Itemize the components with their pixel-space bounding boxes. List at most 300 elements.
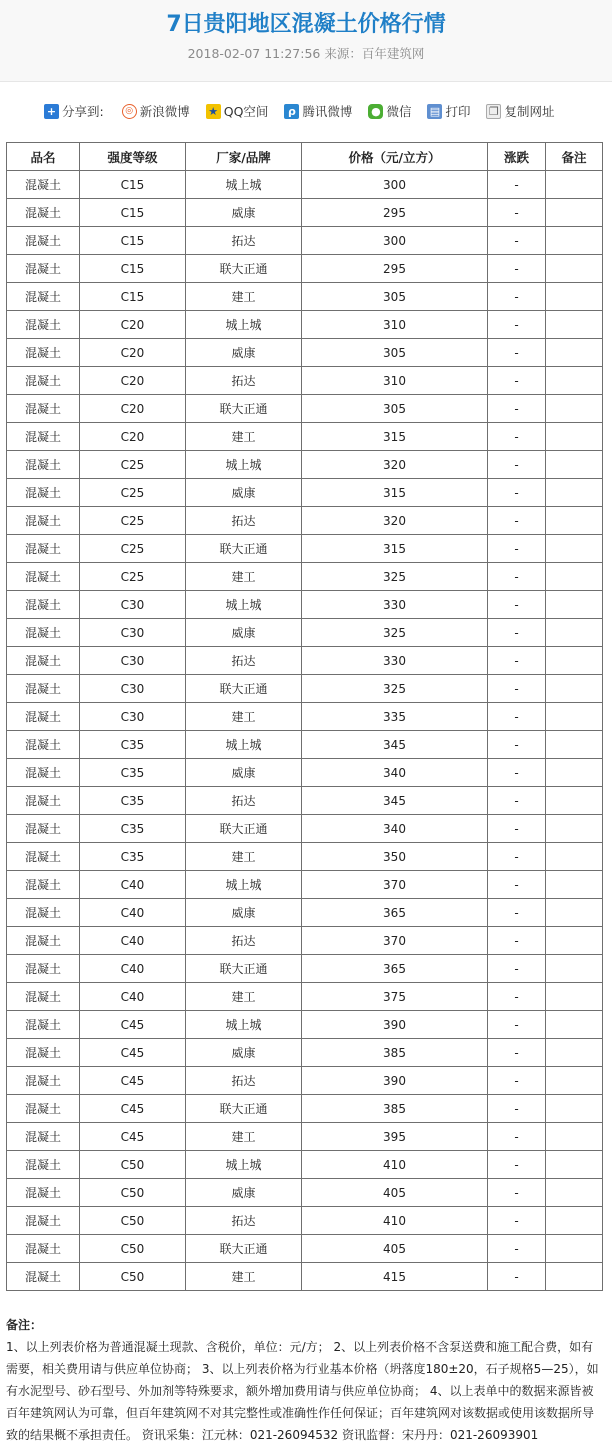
publish-datetime: 2018-02-07 11:27:56 <box>187 46 321 61</box>
cell-remark <box>546 1123 603 1151</box>
cell-brand: 拓达 <box>186 367 302 395</box>
table-row <box>7 731 603 759</box>
cell-remark <box>546 1095 603 1123</box>
cell-change: - <box>488 367 546 395</box>
cell-product: 混凝土 <box>7 563 80 591</box>
tencent-weibo-icon: ρ <box>284 104 299 119</box>
wechat-icon: ● <box>368 104 383 119</box>
print-button[interactable]: ▤ 打印 <box>427 102 470 120</box>
cell-price: 385 <box>302 1095 488 1123</box>
cell-product: 混凝土 <box>7 1207 80 1235</box>
cell-product: 混凝土 <box>7 1067 80 1095</box>
cell-change: - <box>488 227 546 255</box>
cell-brand: 建工 <box>186 843 302 871</box>
header-grade: 强度等级 <box>80 143 186 171</box>
cell-brand: 建工 <box>186 983 302 1011</box>
cell-change: - <box>488 171 546 199</box>
cell-grade: C50 <box>80 1235 186 1263</box>
cell-grade: C15 <box>80 255 186 283</box>
cell-change: - <box>488 479 546 507</box>
cell-change: - <box>488 1123 546 1151</box>
cell-grade: C15 <box>80 283 186 311</box>
cell-change: - <box>488 703 546 731</box>
table-row <box>7 311 603 339</box>
cell-brand: 联大正通 <box>186 255 302 283</box>
cell-remark <box>546 899 603 927</box>
cell-grade: C45 <box>80 1095 186 1123</box>
cell-product: 混凝土 <box>7 787 80 815</box>
cell-product: 混凝土 <box>7 703 80 731</box>
cell-brand: 建工 <box>186 283 302 311</box>
cell-price: 340 <box>302 815 488 843</box>
page-title: 7日贵阳地区混凝土价格行情 <box>166 12 446 37</box>
cell-grade: C30 <box>80 675 186 703</box>
cell-price: 315 <box>302 423 488 451</box>
cell-remark <box>546 451 603 479</box>
table-row <box>7 759 603 787</box>
table-row <box>7 535 603 563</box>
cell-product: 混凝土 <box>7 815 80 843</box>
header-price: 价格（元/立方） <box>302 143 488 171</box>
cell-brand: 拓达 <box>186 1207 302 1235</box>
cell-price: 300 <box>302 227 488 255</box>
cell-change: - <box>488 1095 546 1123</box>
cell-remark <box>546 955 603 983</box>
cell-change: - <box>488 759 546 787</box>
cell-remark <box>546 1011 603 1039</box>
share-bar <box>0 82 612 140</box>
cell-change: - <box>488 619 546 647</box>
share-label: + 分享到: <box>44 102 104 120</box>
cell-grade: C30 <box>80 703 186 731</box>
header-change: 涨跌 <box>488 143 546 171</box>
cell-brand: 威康 <box>186 1179 302 1207</box>
table-row <box>7 1151 603 1179</box>
cell-grade: C40 <box>80 871 186 899</box>
cell-price: 410 <box>302 1207 488 1235</box>
cell-brand: 威康 <box>186 1039 302 1067</box>
cell-price: 300 <box>302 171 488 199</box>
cell-remark <box>546 1263 603 1291</box>
table-row <box>7 1067 603 1095</box>
table-row <box>7 563 603 591</box>
cell-product: 混凝土 <box>7 871 80 899</box>
cell-change: - <box>488 1011 546 1039</box>
cell-grade: C35 <box>80 815 186 843</box>
cell-price: 365 <box>302 955 488 983</box>
cell-grade: C50 <box>80 1207 186 1235</box>
cell-brand: 城上城 <box>186 1151 302 1179</box>
cell-price: 305 <box>302 283 488 311</box>
cell-price: 415 <box>302 1263 488 1291</box>
cell-grade: C25 <box>80 535 186 563</box>
cell-remark <box>546 647 603 675</box>
cell-grade: C40 <box>80 983 186 1011</box>
cell-price: 395 <box>302 1123 488 1151</box>
cell-product: 混凝土 <box>7 1151 80 1179</box>
cell-remark <box>546 199 603 227</box>
cell-change: - <box>488 563 546 591</box>
qzone-icon: ★ <box>206 104 221 119</box>
table-row <box>7 703 603 731</box>
cell-grade: C40 <box>80 927 186 955</box>
cell-brand: 城上城 <box>186 1011 302 1039</box>
cell-grade: C45 <box>80 1011 186 1039</box>
cell-remark <box>546 535 603 563</box>
cell-remark <box>546 227 603 255</box>
cell-price: 340 <box>302 759 488 787</box>
cell-grade: C50 <box>80 1263 186 1291</box>
cell-change: - <box>488 983 546 1011</box>
cell-product: 混凝土 <box>7 1039 80 1067</box>
cell-grade: C20 <box>80 367 186 395</box>
cell-remark <box>546 591 603 619</box>
cell-product: 混凝土 <box>7 955 80 983</box>
cell-change: - <box>488 311 546 339</box>
cell-price: 310 <box>302 311 488 339</box>
cell-remark <box>546 1179 603 1207</box>
cell-remark <box>546 1039 603 1067</box>
cell-product: 混凝土 <box>7 647 80 675</box>
table-row <box>7 451 603 479</box>
table-row <box>7 255 603 283</box>
cell-price: 405 <box>302 1235 488 1263</box>
cell-brand: 联大正通 <box>186 815 302 843</box>
cell-product: 混凝土 <box>7 619 80 647</box>
cell-brand: 建工 <box>186 563 302 591</box>
cell-grade: C45 <box>80 1123 186 1151</box>
cell-grade: C35 <box>80 843 186 871</box>
copy-url-button[interactable]: ❐ 复制网址 <box>486 102 554 120</box>
table-row <box>7 983 603 1011</box>
cell-grade: C20 <box>80 311 186 339</box>
share-tencent-weibo-button[interactable]: ρ 腾讯微博 <box>284 102 352 120</box>
cell-brand: 威康 <box>186 619 302 647</box>
table-row <box>7 675 603 703</box>
cell-product: 混凝土 <box>7 1011 80 1039</box>
cell-change: - <box>488 283 546 311</box>
cell-remark <box>546 871 603 899</box>
cell-change: - <box>488 1263 546 1291</box>
cell-change: - <box>488 1151 546 1179</box>
cell-brand: 联大正通 <box>186 675 302 703</box>
share-qzone-button[interactable]: ★ QQ空间 <box>206 102 269 120</box>
cell-product: 混凝土 <box>7 199 80 227</box>
table-row <box>7 1263 603 1291</box>
table-row <box>7 591 603 619</box>
cell-change: - <box>488 339 546 367</box>
cell-brand: 威康 <box>186 479 302 507</box>
cell-grade: C15 <box>80 171 186 199</box>
cell-grade: C15 <box>80 199 186 227</box>
cell-change: - <box>488 871 546 899</box>
cell-price: 370 <box>302 871 488 899</box>
cell-product: 混凝土 <box>7 1123 80 1151</box>
cell-price: 385 <box>302 1039 488 1067</box>
cell-grade: C40 <box>80 899 186 927</box>
table-row <box>7 507 603 535</box>
cell-brand: 拓达 <box>186 927 302 955</box>
cell-product: 混凝土 <box>7 479 80 507</box>
cell-grade: C35 <box>80 759 186 787</box>
cell-remark <box>546 1207 603 1235</box>
cell-remark <box>546 171 603 199</box>
share-weibo-button[interactable]: ◎ 新浪微博 <box>122 102 190 120</box>
cell-change: - <box>488 647 546 675</box>
cell-price: 305 <box>302 395 488 423</box>
table-row <box>7 171 603 199</box>
cell-price: 410 <box>302 1151 488 1179</box>
cell-brand: 城上城 <box>186 871 302 899</box>
table-row <box>7 1123 603 1151</box>
cell-change: - <box>488 1067 546 1095</box>
copy-icon: ❐ <box>486 104 501 119</box>
cell-brand: 联大正通 <box>186 1095 302 1123</box>
table-row <box>7 955 603 983</box>
cell-remark <box>546 1235 603 1263</box>
table-row <box>7 367 603 395</box>
cell-price: 365 <box>302 899 488 927</box>
cell-change: - <box>488 395 546 423</box>
cell-brand: 联大正通 <box>186 535 302 563</box>
cell-remark <box>546 423 603 451</box>
cell-product: 混凝土 <box>7 1263 80 1291</box>
cell-remark <box>546 339 603 367</box>
cell-product: 混凝土 <box>7 731 80 759</box>
table-row <box>7 619 603 647</box>
cell-price: 325 <box>302 619 488 647</box>
cell-remark <box>546 283 603 311</box>
cell-remark <box>546 619 603 647</box>
cell-product: 混凝土 <box>7 1235 80 1263</box>
cell-price: 315 <box>302 479 488 507</box>
cell-price: 325 <box>302 563 488 591</box>
cell-price: 350 <box>302 843 488 871</box>
table-row <box>7 927 603 955</box>
cell-product: 混凝土 <box>7 451 80 479</box>
article-source: 来源：百年建筑网 <box>324 46 425 61</box>
cell-product: 混凝土 <box>7 423 80 451</box>
table-row <box>7 1095 603 1123</box>
table-body <box>7 171 603 1291</box>
table-row <box>7 1011 603 1039</box>
cell-change: - <box>488 1179 546 1207</box>
cell-change: - <box>488 731 546 759</box>
cell-product: 混凝土 <box>7 675 80 703</box>
cell-change: - <box>488 535 546 563</box>
cell-change: - <box>488 451 546 479</box>
cell-change: - <box>488 1039 546 1067</box>
cell-price: 305 <box>302 339 488 367</box>
table-row <box>7 339 603 367</box>
cell-remark <box>546 507 603 535</box>
cell-product: 混凝土 <box>7 759 80 787</box>
cell-grade: C25 <box>80 451 186 479</box>
cell-grade: C25 <box>80 479 186 507</box>
cell-remark <box>546 843 603 871</box>
cell-change: - <box>488 815 546 843</box>
cell-product: 混凝土 <box>7 367 80 395</box>
cell-price: 330 <box>302 591 488 619</box>
cell-price: 295 <box>302 255 488 283</box>
cell-brand: 威康 <box>186 339 302 367</box>
cell-brand: 联大正通 <box>186 955 302 983</box>
notes-title: 备注： <box>6 1318 43 1332</box>
table-row <box>7 395 603 423</box>
cell-price: 320 <box>302 451 488 479</box>
print-icon: ▤ <box>427 104 442 119</box>
cell-grade: C50 <box>80 1151 186 1179</box>
cell-product: 混凝土 <box>7 927 80 955</box>
cell-brand: 城上城 <box>186 451 302 479</box>
table-row <box>7 1179 603 1207</box>
article-meta <box>0 46 612 62</box>
table-row <box>7 479 603 507</box>
cell-product: 混凝土 <box>7 255 80 283</box>
cell-brand: 威康 <box>186 759 302 787</box>
cell-product: 混凝土 <box>7 1095 80 1123</box>
table-row <box>7 199 603 227</box>
cell-price: 390 <box>302 1011 488 1039</box>
cell-product: 混凝土 <box>7 899 80 927</box>
table-row <box>7 815 603 843</box>
cell-brand: 拓达 <box>186 787 302 815</box>
cell-brand: 联大正通 <box>186 395 302 423</box>
cell-grade: C35 <box>80 787 186 815</box>
cell-brand: 拓达 <box>186 647 302 675</box>
cell-change: - <box>488 899 546 927</box>
cell-remark <box>546 787 603 815</box>
cell-price: 325 <box>302 675 488 703</box>
notes-text: 1、以上列表价格为普通混凝土现款、含税价，单位：元/方； 2、以上列表价格不含泵送费和施工配合费，如有需要，相关费用请与供应单位协商； 3、以上列表价格为行业基本价格（坍落度180±20，石子规格5—25），如有水泥型号、砂石型号、外加剂等特殊要求，额外增加费用请与供应单位协商； 4、以上表单中的数据来源皆被百年建筑网认为可靠，但百年建筑网不对其完整性或准确性作任何保证；百年建筑网对该数据或使用该数据所导致的结果概不承担责任。 资讯采集：江元林：021-26094532 资讯监督：宋丹丹：021-26093901 <box>6 1340 599 1442</box>
cell-product: 混凝土 <box>7 171 80 199</box>
cell-grade: C20 <box>80 395 186 423</box>
cell-grade: C40 <box>80 955 186 983</box>
table-row <box>7 843 603 871</box>
cell-product: 混凝土 <box>7 983 80 1011</box>
plus-icon: + <box>44 104 59 119</box>
cell-brand: 威康 <box>186 199 302 227</box>
cell-grade: C20 <box>80 423 186 451</box>
cell-grade: C35 <box>80 731 186 759</box>
cell-product: 混凝土 <box>7 339 80 367</box>
cell-remark <box>546 703 603 731</box>
cell-price: 370 <box>302 927 488 955</box>
cell-remark <box>546 759 603 787</box>
cell-brand: 拓达 <box>186 227 302 255</box>
cell-price: 390 <box>302 1067 488 1095</box>
share-wechat-button[interactable]: ● 微信 <box>368 102 411 120</box>
cell-brand: 城上城 <box>186 171 302 199</box>
cell-change: - <box>488 591 546 619</box>
weibo-icon: ◎ <box>122 104 137 119</box>
cell-change: - <box>488 507 546 535</box>
cell-product: 混凝土 <box>7 535 80 563</box>
cell-change: - <box>488 423 546 451</box>
cell-change: - <box>488 1207 546 1235</box>
cell-price: 345 <box>302 731 488 759</box>
cell-change: - <box>488 255 546 283</box>
cell-grade: C25 <box>80 507 186 535</box>
cell-grade: C25 <box>80 563 186 591</box>
cell-price: 320 <box>302 507 488 535</box>
table-row <box>7 787 603 815</box>
cell-product: 混凝土 <box>7 227 80 255</box>
table-row <box>7 647 603 675</box>
cell-remark <box>546 927 603 955</box>
cell-product: 混凝土 <box>7 311 80 339</box>
cell-brand: 建工 <box>186 1123 302 1151</box>
cell-grade: C15 <box>80 227 186 255</box>
cell-product: 混凝土 <box>7 843 80 871</box>
cell-change: - <box>488 1235 546 1263</box>
cell-remark <box>546 395 603 423</box>
cell-product: 混凝土 <box>7 395 80 423</box>
cell-price: 335 <box>302 703 488 731</box>
table-row <box>7 227 603 255</box>
cell-change: - <box>488 199 546 227</box>
cell-price: 330 <box>302 647 488 675</box>
cell-grade: C45 <box>80 1067 186 1095</box>
cell-price: 345 <box>302 787 488 815</box>
cell-remark <box>546 731 603 759</box>
cell-remark <box>546 563 603 591</box>
cell-grade: C30 <box>80 591 186 619</box>
cell-change: - <box>488 787 546 815</box>
cell-remark <box>546 255 603 283</box>
cell-price: 405 <box>302 1179 488 1207</box>
cell-grade: C20 <box>80 339 186 367</box>
article-header <box>0 0 612 82</box>
table-row <box>7 1039 603 1067</box>
cell-change: - <box>488 927 546 955</box>
cell-brand: 建工 <box>186 1263 302 1291</box>
cell-price: 375 <box>302 983 488 1011</box>
table-row <box>7 899 603 927</box>
table-row <box>7 283 603 311</box>
cell-grade: C45 <box>80 1039 186 1067</box>
cell-change: - <box>488 675 546 703</box>
cell-brand: 联大正通 <box>186 1235 302 1263</box>
cell-remark <box>546 815 603 843</box>
table-row <box>7 423 603 451</box>
cell-remark <box>546 675 603 703</box>
table-row <box>7 1235 603 1263</box>
cell-price: 315 <box>302 535 488 563</box>
cell-change: - <box>488 843 546 871</box>
table-row <box>7 1207 603 1235</box>
cell-remark <box>546 1151 603 1179</box>
cell-remark <box>546 1067 603 1095</box>
cell-product: 混凝土 <box>7 283 80 311</box>
cell-product: 混凝土 <box>7 591 80 619</box>
cell-brand: 城上城 <box>186 591 302 619</box>
table-row <box>7 871 603 899</box>
cell-brand: 城上城 <box>186 311 302 339</box>
cell-price: 310 <box>302 367 488 395</box>
cell-product: 混凝土 <box>7 507 80 535</box>
cell-change: - <box>488 955 546 983</box>
cell-brand: 拓达 <box>186 507 302 535</box>
cell-remark <box>546 983 603 1011</box>
cell-product: 混凝土 <box>7 1179 80 1207</box>
cell-brand: 建工 <box>186 703 302 731</box>
price-table <box>6 142 603 1291</box>
header-brand: 厂家/品牌 <box>186 143 302 171</box>
cell-brand: 威康 <box>186 899 302 927</box>
header-remark: 备注 <box>546 143 603 171</box>
cell-brand: 建工 <box>186 423 302 451</box>
